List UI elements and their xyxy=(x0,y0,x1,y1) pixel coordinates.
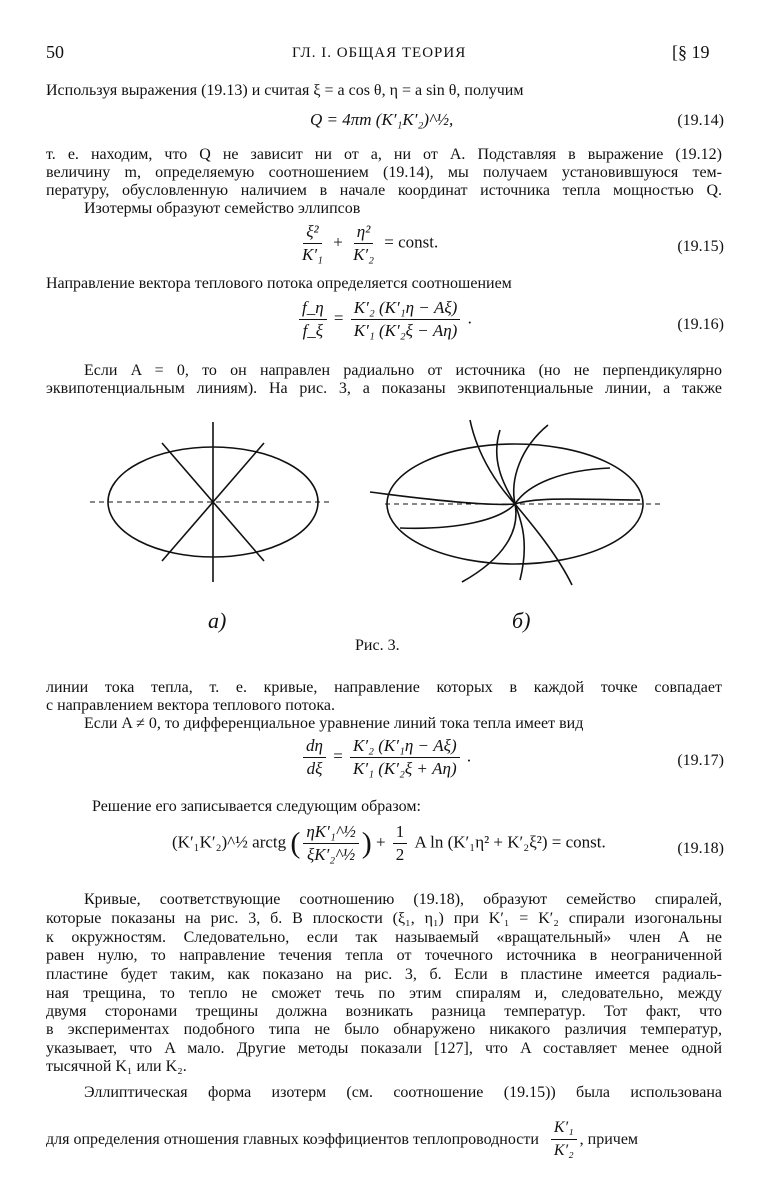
eq-numerator: K′₂ (K′₁η − Aξ) xyxy=(350,736,460,758)
eq-denominator: K′₂ xyxy=(553,1142,574,1159)
equation-19-15: $\frac{\text{ξ²}}{\text{K′₁}}$ + $\frac{\text{η²}}{\text{K′₂}}$ = const. xyxy=(296,222,438,265)
eq-numerator: K′₁ xyxy=(551,1118,577,1140)
eq-numerator: 1 xyxy=(393,822,408,844)
eq-denominator: 2 xyxy=(395,845,405,864)
eq-numerator: ηK′₁^½ xyxy=(303,822,358,844)
paragraph-text: , причем xyxy=(579,1130,639,1148)
paragraph-line: эквипотенциальным линиям). На рис. 3, a показаны эквипотенциальные линии, а также xyxy=(46,380,722,397)
equation-19-16: $\frac{f\_\eta}{f\_\xi}$ = $\frac{\text{K′₂ (K′₁η − Aξ)}}{\text{K′₁ (K′₂ξ − Aη)}}$ . xyxy=(296,298,472,341)
spiral-line xyxy=(370,492,515,504)
paragraph-line: линии тока тепла, т. е. кривые, направление которых в каждой точке совпадает xyxy=(46,679,722,696)
figure-3 xyxy=(0,410,768,670)
figure-label-b: б) xyxy=(512,608,531,633)
paragraph-line: Используя выражения (19.13) и считая ξ = a cos θ, η = a sin θ, получим xyxy=(46,82,524,99)
paragraph-text: для определения отношения главных коэффициентов теплопроводности xyxy=(46,1130,539,1148)
paragraph-line: Кривые, соответствующие соотношению (19.18), образуют семейство спиралей, xyxy=(84,891,722,908)
section-marker: [§ 19 xyxy=(672,42,710,62)
eq-lead: (K′₁K′₂)^½ arctg xyxy=(172,832,287,852)
paragraph-line: двумя сторонами трещины должна возникать разница температур. Тот факт, что xyxy=(46,1003,722,1020)
panel-a xyxy=(90,422,332,582)
paragraph-line: к окружностям. Следовательно, если так называемый «вращательный» член A не xyxy=(46,929,722,946)
paragraph-line: т. е. находим, что Q не зависит ни от a, ни от A. Подставляя в выражение (19.12) xyxy=(46,146,722,163)
chapter-title: ГЛ. I. ОБЩАЯ ТЕОРИЯ xyxy=(292,45,467,61)
paragraph-line xyxy=(46,1118,722,1161)
paragraph-line: Изотермы образуют семейство эллипсов xyxy=(84,200,361,217)
paragraph-line: Если A ≠ 0, то дифференциальное уравнение линий тока тепла имеет вид xyxy=(84,715,584,732)
eq-denominator: dξ xyxy=(306,759,323,778)
equation-number: (19.15) xyxy=(677,238,724,255)
eq-numerator: K′₂ (K′₁η − Aξ) xyxy=(351,298,461,320)
paragraph-line: с направлением вектора теплового потока. xyxy=(46,697,336,714)
figure-caption: Рис. 3. xyxy=(355,637,400,654)
paragraph-line: Эллиптическая форма изотерм (см. соотношение (19.15)) была использована xyxy=(84,1084,722,1101)
paragraph-line: Направление вектора теплового потока определяется соотношением xyxy=(46,275,512,292)
spiral-line xyxy=(400,504,515,528)
equation-number: (19.18) xyxy=(677,840,724,857)
eq-denominator: K′₂ xyxy=(353,245,375,264)
eq-numerator: η² xyxy=(354,222,374,244)
equation-19-17: $\frac{d\eta}{d\xi}$ = $\frac{\text{K′₂ (K′₁η − Aξ)}}{\text{K′₁ (K′₂ξ + Aη)}}$ . xyxy=(300,736,471,779)
equation-number: (19.17) xyxy=(677,752,724,769)
eq-rhs: = const. xyxy=(384,232,439,252)
equation-19-18: (K′₁K′₂)^½ arctg ( $\frac{\text{ηK′₁\textasciicircum{}½}}{\text{ξK′₂\textasciicircum{}½}}$ ) + $\frac{1}{2}$ A ln (K′₁η² + K′₂ξ²) = const. xyxy=(172,822,606,864)
eq-numerator: ξ² xyxy=(303,222,321,244)
paragraph-line: пластине будет таким, как показано на рис. 3, б. Если в пластине имеется радиаль- xyxy=(46,966,722,983)
figure-label-a: a) xyxy=(208,608,227,633)
paragraph-line: равен нулю, то направление течения тепла от точечного источника в неограниченной xyxy=(46,947,722,964)
panel-b xyxy=(370,420,660,585)
eq-tail: A ln (K′₁η² + K′₂ξ²) = const. xyxy=(414,832,606,852)
spiral-line xyxy=(462,504,516,582)
equation-number: (19.16) xyxy=(677,316,724,333)
paragraph-line: тысячной K₁ или K₂. xyxy=(46,1058,187,1075)
eq-denominator: ξK′₂^½ xyxy=(306,845,356,864)
paragraph-line: ная трещина, то тепло не сможет течь по этим спиралям и, следовательно, между xyxy=(46,985,722,1002)
paragraph-line: указывает, что A мало. Другие методы показали [127], что A составляет менее одной xyxy=(46,1040,722,1057)
paragraph-line: которые показаны на рис. 3, б. В плоскости (ξ₁, η₁) при K′₁ = K′₂ спирали изогональны xyxy=(46,910,722,927)
paragraph-line: величину m, определяемую соотношением (19.14), мы получаем установившуюся тем- xyxy=(46,164,722,181)
eq-denominator: K′₁ (K′₂ξ − Aη) xyxy=(353,321,458,340)
equation-19-14: Q = 4πm (K′₁K′₂)^½, xyxy=(310,110,454,129)
spiral-line xyxy=(515,499,640,504)
paragraph-line: Если A = 0, то он направлен радиально от источника (но не перпендикулярно xyxy=(84,362,722,379)
eq-denominator: f_ξ xyxy=(302,321,324,340)
page-number: 50 xyxy=(46,42,64,62)
spiral-line xyxy=(514,425,548,504)
eq-denominator: K′₁ (K′₂ξ + Aη) xyxy=(353,759,457,778)
eq-numerator: f_η xyxy=(299,298,327,320)
paragraph-line: в экспериментах подобного типа не было обнаружено никакого различия температур, xyxy=(46,1021,722,1038)
paragraph-line: пературу, обусловленную наличием в начале координат источника тепла мощностью Q. xyxy=(46,182,722,199)
eq-denominator: K′₁ xyxy=(302,245,323,264)
paragraph-line: Решение его записывается следующим образом: xyxy=(92,798,421,815)
eq-numerator: dη xyxy=(303,736,326,758)
equation-number: (19.14) xyxy=(677,112,724,129)
